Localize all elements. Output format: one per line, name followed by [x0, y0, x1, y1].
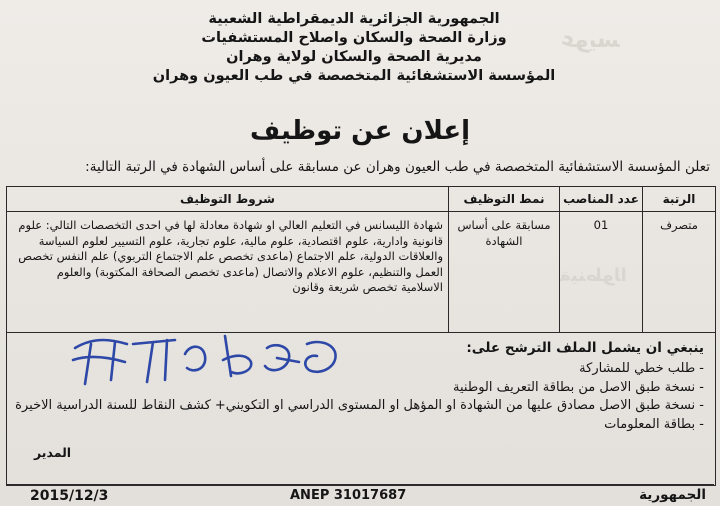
table-header-row: [7, 187, 716, 212]
header-rank: الرتبة: [643, 187, 716, 212]
cell-conditions: شهادة الليسانس في التعليم العالي او شهادة معادلة لها في احدى التخصصات التالي: علوم قانونية وادارية، علوم اقتصادية، علوم مالية، علوم تجارية، علوم التسيير لعلوم السياسة والعلاقات الدولية، علم الاجتماع (ماعدى تخصص علم الاجتماع التربوي) علم النفس تخصص العمل والتنظيم، علوم الاعلام والاتصال (ماعدى تخصص الصحافة المكتوبة) والعلوم الاسلامية تخصص شريعة وقانون: [7, 212, 449, 333]
announcement-title: إعلان عن توظيف: [250, 116, 470, 146]
list-item: - بطاقة المعلومات: [604, 416, 704, 432]
list-item: - نسخة طبق الاصل من بطاقة التعريف الوطنية: [453, 379, 704, 395]
cell-count: 01: [560, 212, 643, 333]
table-row: [7, 212, 716, 333]
bleed-through-text: ﺔﻴﻨﻃﻮﻟﺍ: [560, 265, 627, 286]
bleed-through-text: ﻋﻮﻳﺴ: [560, 28, 620, 53]
directorate-line: مديرية الصحة والسكان لولاية وهران: [226, 49, 482, 65]
publication-date: 2015/12/3: [30, 488, 109, 504]
handwritten-note: [55, 318, 355, 398]
footer-divider: [6, 484, 714, 486]
ministry-line: وزارة الصحة والسكان واصلاح المستشفيات: [201, 30, 507, 46]
anep-reference: ANEP 31017687: [290, 488, 407, 503]
cell-mode: مسابقة على أساس الشهادة: [449, 212, 560, 333]
institution-line: المؤسسة الاستشفائية المتخصصة في طب العيون وهران: [152, 68, 556, 84]
newspaper-name: الجمهورية: [639, 487, 706, 503]
recruitment-table: [6, 186, 716, 333]
header-mode: نمط التوظيف: [449, 187, 560, 212]
list-item: - طلب خطي للمشاركة: [579, 361, 704, 376]
intro-text: تعلن المؤسسة الاستشفائية المتخصصة في طب العيون وهران عن مسابقة على أساس الشهادة في الرتبة التالية:: [85, 159, 710, 175]
file-heading: ينبغي ان يشمل الملف الترشح على:: [466, 340, 704, 356]
director-signoff: المدير: [34, 445, 72, 460]
cell-rank: متصرف: [643, 212, 716, 333]
header-count: عدد المناصب: [560, 187, 643, 212]
header-conditions: شروط التوظيف: [7, 187, 449, 212]
issuer-header: [134, 10, 574, 86]
republic-line: الجمهورية الجزائرية الديمقراطية الشعبية: [208, 11, 500, 27]
list-item: - نسخة طبق الاصل مصادق عليها من الشهادة او المؤهل او المستوى الدراسي او التكويني+ كشف النقاط للسنة الدراسية الاخيرة: [15, 398, 704, 413]
